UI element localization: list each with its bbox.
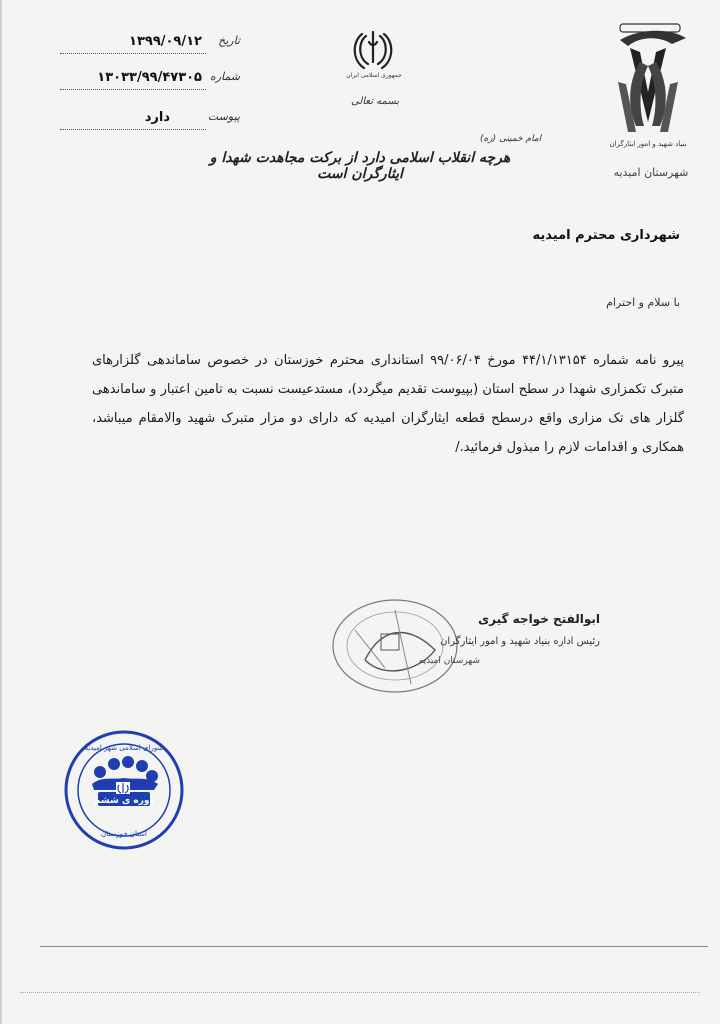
number-dots: [60, 89, 206, 90]
logo-org-name: بنیاد شهید و امور ایثارگران: [609, 140, 687, 148]
council-top-text: شورای اسلامی شهر امیدیه: [84, 744, 164, 752]
signer-name: ابوالفتح خواجه گیری: [478, 612, 600, 626]
date-dots: [60, 53, 206, 54]
signature-stamp-text: شهرستان امیدیه: [418, 656, 480, 666]
date-label: تاریخ: [218, 34, 240, 47]
footer-dots: [20, 992, 700, 993]
recipient: شهرداری محترم امیدیه: [532, 228, 680, 243]
motto: هرچه انقلاب اسلامی دارد از برکت مجاهدت شهدا و ایثارگران است: [209, 150, 511, 182]
iran-emblem-icon: [350, 28, 396, 72]
footer-divider: [40, 946, 708, 947]
council-seal: [62, 728, 186, 852]
emblem-caption: جمهوری اسلامی ایران: [346, 72, 402, 79]
number-row: [60, 70, 240, 92]
council-term: دوره ی ششم: [93, 796, 155, 806]
number-value: ۱۳۰۳۳/۹۹/۴۷۳۰۵: [97, 70, 202, 85]
date-row: [60, 34, 240, 56]
greeting: با سلام و احترام: [606, 296, 680, 309]
martyr-foundation-logo: [600, 22, 696, 152]
attachment-value: دارد: [144, 110, 170, 125]
bismillah: بسمه تعالی: [350, 96, 400, 107]
logo-caption: شهرستان امیدیه: [613, 166, 689, 179]
attachment-label: پیوست: [207, 110, 240, 123]
council-bottom-text: استان خوزستان: [101, 830, 147, 838]
letter-body: پیرو نامه شماره ۴۴/۱/۱۳۱۵۴ مورخ ۹۹/۰۶/۰۴ استانداری محترم خوزستان در خصوص ساماندهی گلزارهای متبرک تکمزاری شهدا در سطح استان (بپیوست تقدیم میگردد)، مستدعیست نسبت به تامین اعتبار و ساماندهی گلزار های تک مزاری واقع درسطح قطعه ایثارگران امیدیه که دارای دو مزار متبرک شهید والامقام میباشد، همکاری و اقدامات لازم را مبذول فرمائید./: [92, 353, 684, 455]
khomeini-tag: امام خمینی (ره): [480, 134, 542, 144]
attachment-dots: [60, 129, 206, 130]
attachment-row: [60, 110, 240, 132]
number-label: شماره: [209, 70, 240, 83]
date-value: ۱۳۹۹/۰۹/۱۲: [129, 34, 202, 49]
signer-title: رئیس اداره بنیاد شهید و امور ایثارگران: [440, 636, 600, 647]
scan-edge: [0, 0, 2, 1024]
